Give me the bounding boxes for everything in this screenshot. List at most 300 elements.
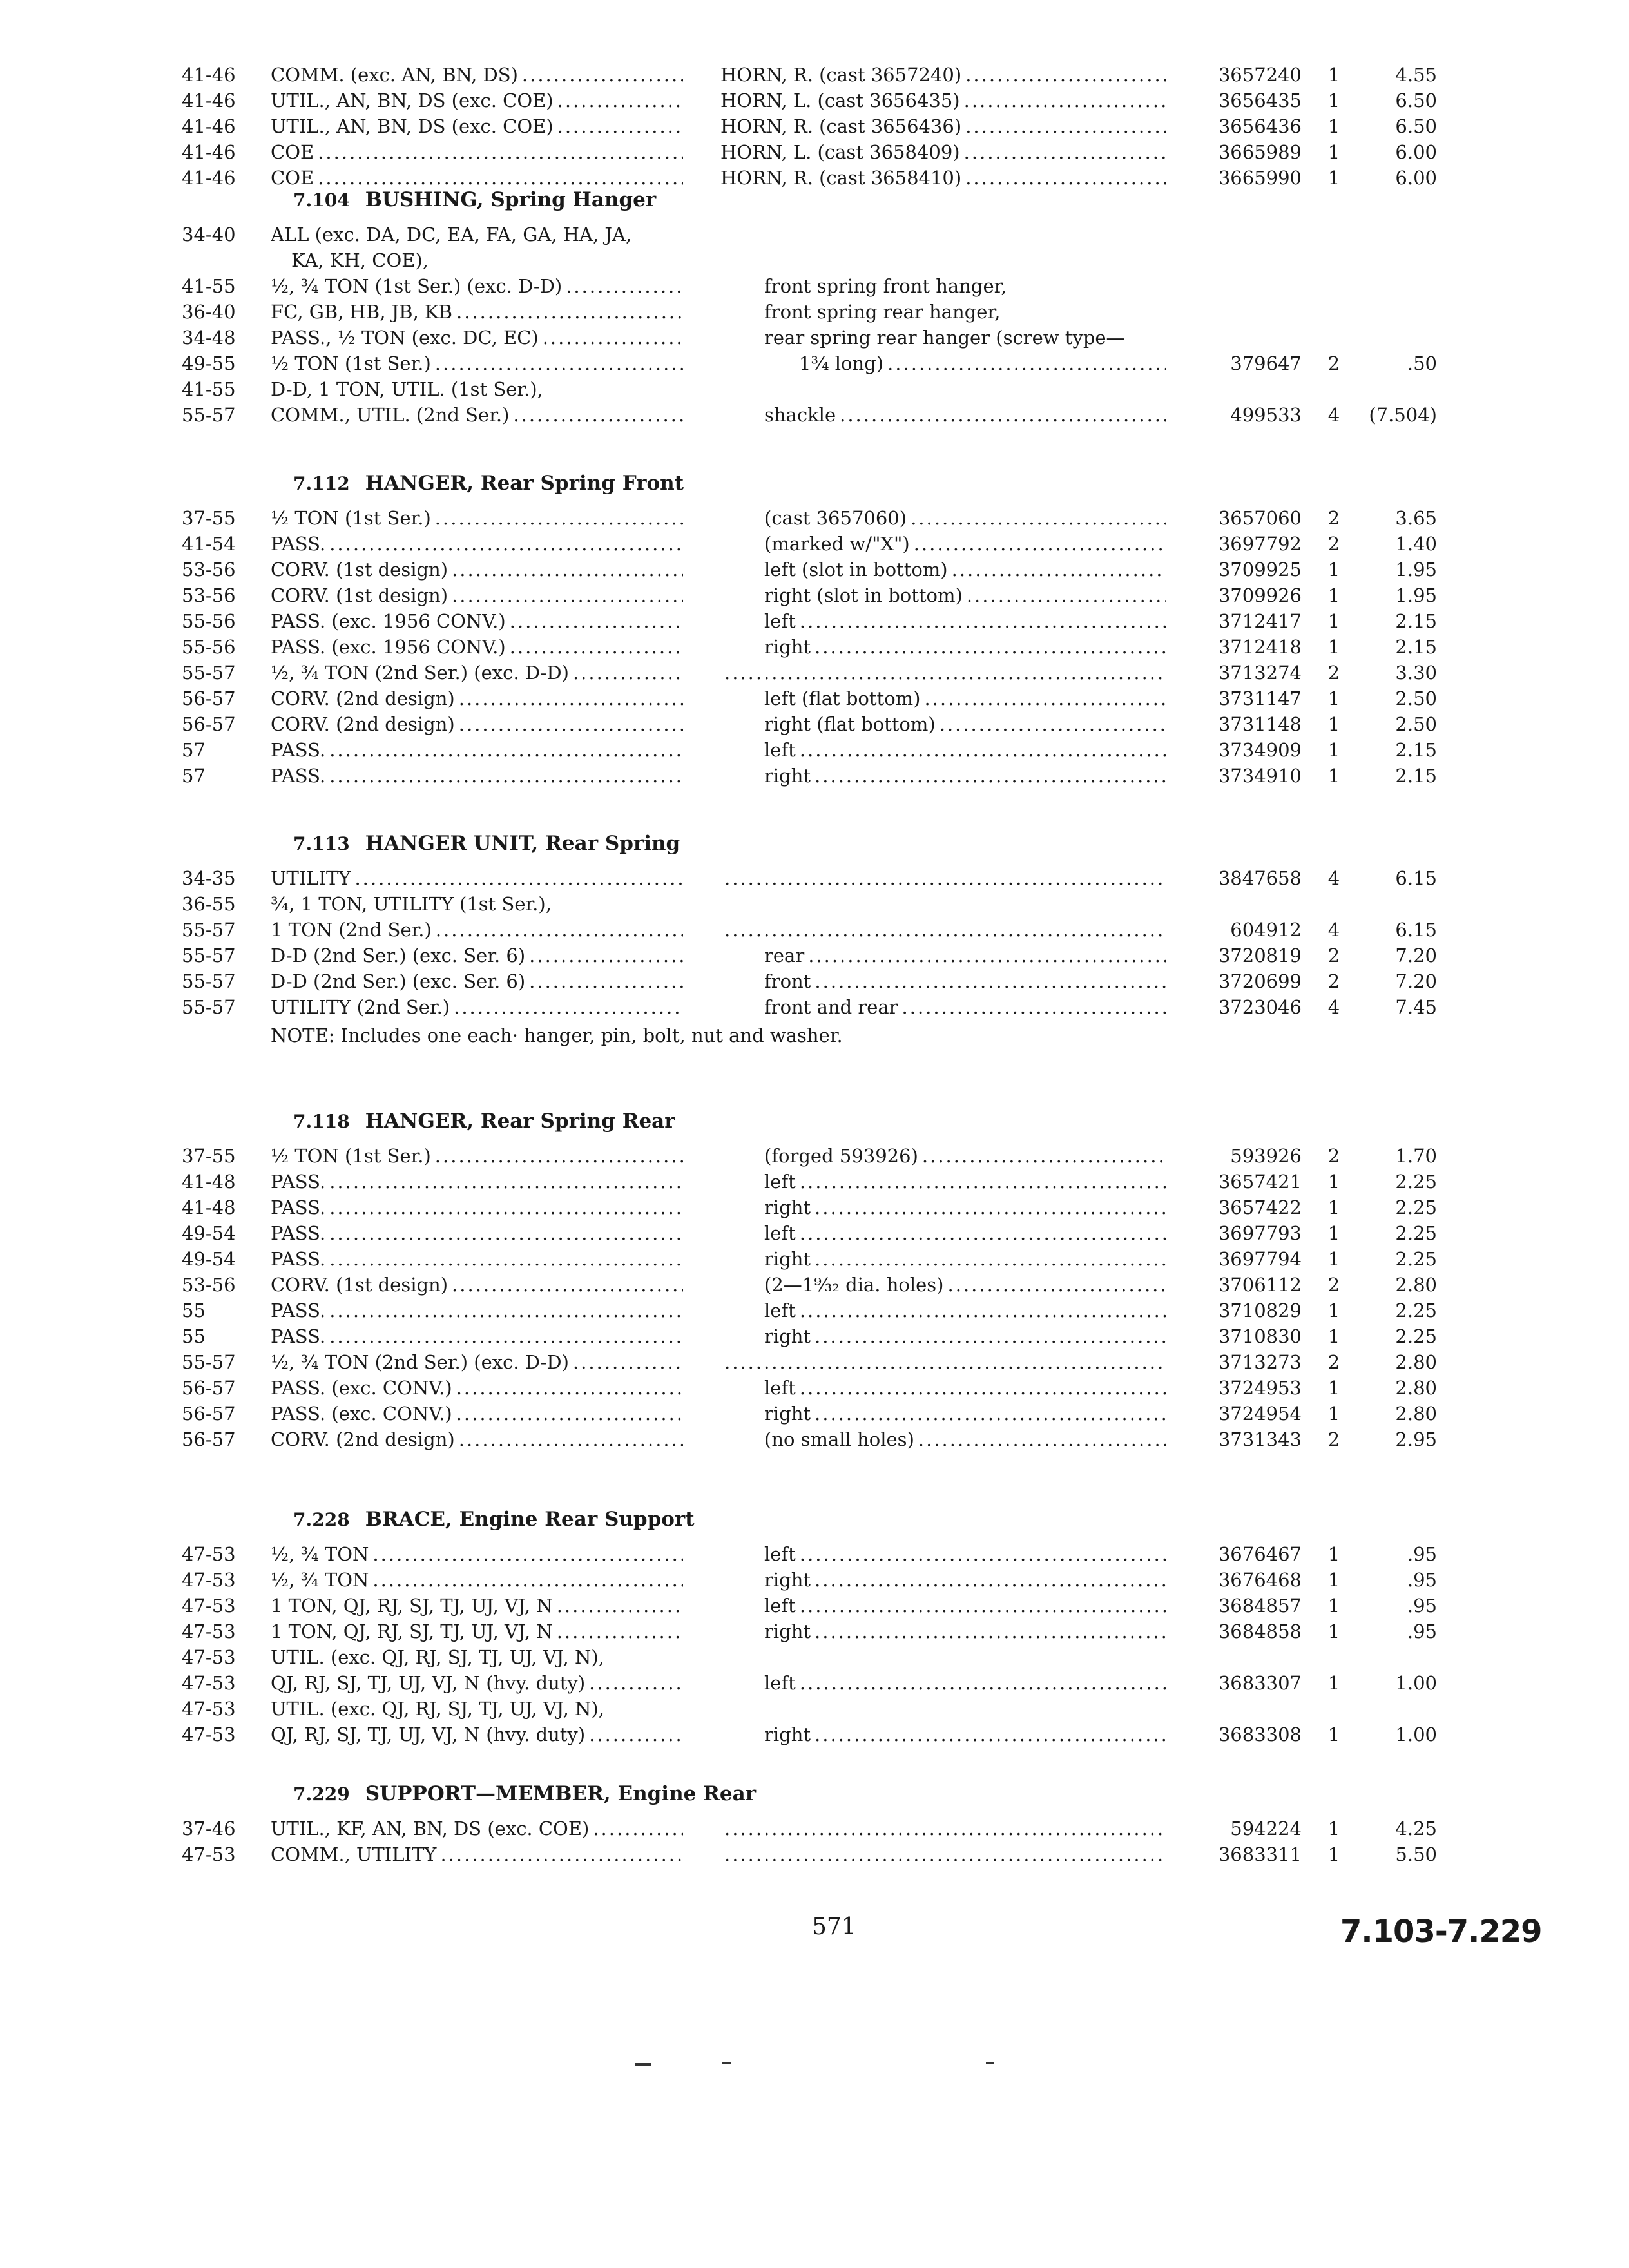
model-description <box>271 582 683 608</box>
quantity: 1 <box>1327 1325 1340 1347</box>
year-range <box>182 247 265 273</box>
part-detail-text: right <box>764 1569 811 1591</box>
price: 2.80 <box>1395 1403 1437 1425</box>
quantity: 1 <box>1327 1724 1340 1745</box>
section-heading <box>293 829 680 858</box>
part-detail <box>764 634 1166 660</box>
model-description-text: COE <box>271 167 314 189</box>
year-range: 47-53 <box>182 1595 236 1617</box>
model-description-text: CORV. (2nd design) <box>271 713 455 735</box>
quantity: 1 <box>1327 1543 1340 1565</box>
model-description-text: ½, ¾ TON (1st Ser.) (exc. D-D) <box>271 275 563 297</box>
model-description <box>271 1195 683 1220</box>
dot-leader <box>325 1195 683 1220</box>
part-detail <box>764 1246 1166 1272</box>
year-range: 41-46 <box>182 141 236 163</box>
year-range: 53-56 <box>182 559 236 581</box>
part-detail <box>764 1722 1166 1747</box>
part-detail <box>764 608 1166 634</box>
part-detail <box>764 1272 1166 1298</box>
part-detail-text: right <box>764 1403 811 1425</box>
table-row <box>0 1644 1629 1670</box>
dot-leader <box>554 88 683 113</box>
dot-leader <box>811 1567 1166 1593</box>
part-detail <box>764 299 1166 325</box>
part-number: 3657421 <box>1218 1171 1302 1193</box>
model-description <box>271 1220 683 1246</box>
model-description <box>271 88 683 113</box>
model-description-text: CORV. (1st design) <box>271 584 448 606</box>
part-detail-text: right (flat bottom) <box>764 713 936 735</box>
dot-leader <box>963 582 1166 608</box>
dot-leader <box>325 763 683 789</box>
dot-leader <box>431 1143 683 1169</box>
year-range: 56-57 <box>182 1403 236 1425</box>
year-range: 36-40 <box>182 301 236 323</box>
year-range: 41-48 <box>182 1171 236 1193</box>
dot-leader <box>960 88 1166 113</box>
model-description-text: PASS. <box>271 533 326 555</box>
dot-leader <box>553 1593 683 1619</box>
part-detail-text: (cast 3657060) <box>764 507 907 529</box>
model-description <box>271 1670 683 1696</box>
part-number: 593926 <box>1230 1145 1302 1167</box>
model-description-text: PASS. <box>271 765 326 787</box>
year-range: 56-57 <box>182 713 236 735</box>
price: .95 <box>1407 1620 1437 1642</box>
quantity: 1 <box>1327 1300 1340 1321</box>
model-description-text: ½ TON (1st Ser.) <box>271 507 431 529</box>
part-detail-text: (2—1⁹⁄₃₂ dia. holes) <box>764 1274 944 1296</box>
model-description <box>271 351 683 376</box>
part-detail-text: front spring front hanger, <box>764 275 1007 297</box>
part-detail <box>764 325 1166 351</box>
dot-leader <box>720 1841 1166 1867</box>
part-detail <box>720 865 1166 891</box>
part-detail-text: rear spring rear hanger (screw type— <box>764 327 1125 349</box>
part-detail-text: left <box>764 1222 796 1244</box>
table-row <box>0 62 1629 88</box>
model-description-text: ¾, 1 TON, UTILITY (1st Ser.), <box>271 893 552 915</box>
part-detail <box>764 1567 1166 1593</box>
part-detail <box>764 505 1166 531</box>
year-range: 53-56 <box>182 584 236 606</box>
dot-leader <box>948 557 1166 582</box>
model-description <box>271 737 683 763</box>
model-description <box>271 1722 683 1747</box>
part-detail <box>720 165 1166 191</box>
dot-leader <box>961 165 1166 191</box>
part-detail-text: (no small holes) <box>764 1428 914 1450</box>
table-row <box>0 1401 1629 1427</box>
price: 6.50 <box>1395 90 1437 111</box>
dot-leader <box>506 608 683 634</box>
quantity: 1 <box>1327 1672 1340 1694</box>
table-row <box>0 1375 1629 1401</box>
model-description-text: PASS., ½ TON (exc. DC, EC) <box>271 327 539 349</box>
quantity: 1 <box>1327 1620 1340 1642</box>
model-description <box>271 865 683 891</box>
part-number: 3734910 <box>1218 765 1302 787</box>
year-range: 41-46 <box>182 167 236 189</box>
year-range: 34-40 <box>182 224 236 245</box>
model-description <box>271 557 683 582</box>
part-number: 3734909 <box>1218 739 1302 761</box>
model-description <box>271 376 683 402</box>
part-detail <box>764 402 1166 428</box>
model-description-text: UTILITY (2nd Ser.) <box>271 996 450 1018</box>
quantity: 1 <box>1327 1171 1340 1193</box>
year-range: 41-46 <box>182 64 236 86</box>
dot-leader <box>796 1298 1166 1323</box>
table-row <box>0 113 1629 139</box>
model-description <box>271 1246 683 1272</box>
dot-leader <box>811 763 1166 789</box>
model-description <box>271 994 683 1020</box>
model-description-text: CORV. (1st design) <box>271 1274 448 1296</box>
price: .95 <box>1407 1543 1437 1565</box>
part-detail-text: left <box>764 1543 796 1565</box>
quantity: 1 <box>1327 141 1340 163</box>
model-description-text: ½, ¾ TON (2nd Ser.) (exc. D-D) <box>271 662 569 684</box>
part-number: 3731343 <box>1218 1428 1302 1450</box>
section-number: 7.104 <box>293 189 350 211</box>
table-row <box>0 222 1629 247</box>
model-description <box>271 1567 683 1593</box>
year-range: 57 <box>182 739 206 761</box>
dot-leader <box>325 1246 683 1272</box>
model-description <box>271 1841 683 1867</box>
model-description-text: COE <box>271 141 314 163</box>
model-description-text: 1 TON, QJ, RJ, SJ, TJ, UJ, VJ, N <box>271 1595 553 1617</box>
model-description-text: CORV. (1st design) <box>271 559 448 581</box>
part-detail <box>764 531 1166 557</box>
table-row <box>0 1670 1629 1696</box>
dot-leader <box>811 1722 1166 1747</box>
dot-leader <box>796 1541 1166 1567</box>
table-row <box>0 402 1629 428</box>
price: 2.25 <box>1395 1248 1437 1270</box>
model-description <box>271 62 683 88</box>
part-number: 379647 <box>1230 352 1302 374</box>
model-description-text: UTIL., KF, AN, BN, DS (exc. COE) <box>271 1818 590 1840</box>
part-detail <box>764 1427 1166 1452</box>
part-number: 3712417 <box>1218 610 1302 632</box>
dot-leader <box>432 917 683 943</box>
part-number: 3697794 <box>1218 1248 1302 1270</box>
part-number: 3731147 <box>1218 687 1302 709</box>
section-number: 7.118 <box>293 1111 350 1132</box>
quantity: 1 <box>1327 1222 1340 1244</box>
part-detail <box>764 1195 1166 1220</box>
model-description <box>271 1272 683 1298</box>
part-number: 3710830 <box>1218 1325 1302 1347</box>
table-row <box>0 1541 1629 1567</box>
year-range: 47-53 <box>182 1843 236 1865</box>
dot-leader <box>720 1816 1166 1841</box>
year-range: 47-53 <box>182 1543 236 1565</box>
part-detail <box>764 1619 1166 1644</box>
price: 6.15 <box>1395 867 1437 889</box>
table-row <box>0 1816 1629 1841</box>
part-detail <box>764 686 1166 711</box>
part-detail-text: HORN, L. (cast 3656435) <box>720 90 960 111</box>
model-description-text: 1 TON (2nd Ser.) <box>271 919 432 941</box>
part-number: 3712418 <box>1218 636 1302 658</box>
price: 1.70 <box>1395 1145 1437 1167</box>
dot-leader <box>569 660 683 686</box>
model-description-text: QJ, RJ, SJ, TJ, UJ, VJ, N (hvy. duty) <box>271 1672 586 1694</box>
part-detail <box>764 1541 1166 1567</box>
dot-leader <box>811 1401 1166 1427</box>
year-range: 47-53 <box>182 1569 236 1591</box>
year-range: 41-46 <box>182 115 236 137</box>
table-row <box>0 865 1629 891</box>
quantity: 1 <box>1327 1843 1340 1865</box>
table-row <box>0 1195 1629 1220</box>
model-description <box>271 247 704 273</box>
table-row <box>0 1349 1629 1375</box>
quantity: 1 <box>1327 610 1340 632</box>
price: 7.45 <box>1395 996 1437 1018</box>
table-row <box>0 299 1629 325</box>
quantity: 1 <box>1327 739 1340 761</box>
price: 6.00 <box>1395 141 1437 163</box>
dot-leader <box>325 1169 683 1195</box>
model-description-text: UTIL., AN, BN, DS (exc. COE) <box>271 115 554 137</box>
price: 3.65 <box>1395 507 1437 529</box>
price: 4.25 <box>1395 1818 1437 1840</box>
part-detail-text: front <box>764 970 811 992</box>
part-number: 3683311 <box>1218 1843 1302 1865</box>
part-number: 3713274 <box>1218 662 1302 684</box>
year-range: 41-55 <box>182 275 236 297</box>
quantity: 2 <box>1327 1351 1340 1373</box>
dot-leader <box>720 660 1166 686</box>
year-range: 49-55 <box>182 352 236 374</box>
table-row <box>0 1567 1629 1593</box>
part-detail <box>720 1349 1166 1375</box>
table-row <box>0 1246 1629 1272</box>
quantity: 2 <box>1327 507 1340 529</box>
year-range: 34-35 <box>182 867 236 889</box>
part-detail-text: left <box>764 1171 796 1193</box>
part-number: 3709925 <box>1218 559 1302 581</box>
model-description-text: PASS. (exc. CONV.) <box>271 1377 452 1399</box>
model-description <box>271 1298 683 1323</box>
part-number: 499533 <box>1230 404 1302 426</box>
part-number: 3710829 <box>1218 1300 1302 1321</box>
price: 2.15 <box>1395 636 1437 658</box>
part-number: 3724954 <box>1218 1403 1302 1425</box>
table-row <box>0 165 1629 191</box>
section-heading <box>293 186 656 214</box>
dot-leader <box>907 505 1166 531</box>
year-range: 41-48 <box>182 1196 236 1218</box>
model-description <box>271 325 683 351</box>
dot-leader <box>448 582 683 608</box>
table-row <box>0 1272 1629 1298</box>
model-description-text: D-D (2nd Ser.) (exc. Ser. 6) <box>271 945 526 966</box>
section-number: 7.229 <box>293 1783 350 1805</box>
quantity: 2 <box>1327 945 1340 966</box>
quantity: 4 <box>1327 404 1340 426</box>
part-detail-text: left <box>764 1595 796 1617</box>
table-row <box>0 531 1629 557</box>
year-range: 41-46 <box>182 90 236 111</box>
year-range: 55-56 <box>182 610 236 632</box>
dot-leader <box>455 686 683 711</box>
year-range: 37-55 <box>182 1145 236 1167</box>
section-title: SUPPORT—MEMBER, Engine Rear <box>365 1782 757 1805</box>
model-description <box>271 608 683 634</box>
model-description <box>271 222 683 247</box>
part-detail <box>720 139 1166 165</box>
model-description-text: UTIL. (exc. QJ, RJ, SJ, TJ, UJ, VJ, N), <box>271 1646 604 1668</box>
section-number: 7.113 <box>293 833 350 854</box>
part-detail <box>764 557 1166 582</box>
model-description-text: ½ TON (1st Ser.) <box>271 352 431 374</box>
price: 2.25 <box>1395 1300 1437 1321</box>
section-heading <box>293 1107 675 1135</box>
dot-leader <box>960 139 1166 165</box>
part-detail-text: front spring rear hanger, <box>764 301 1001 323</box>
section-heading <box>293 1505 695 1533</box>
model-description <box>271 402 683 428</box>
quantity: 2 <box>1327 1274 1340 1296</box>
year-range: 36-55 <box>182 893 236 915</box>
year-range: 37-46 <box>182 1818 236 1840</box>
table-row <box>0 634 1629 660</box>
part-number: 3723046 <box>1218 996 1302 1018</box>
quantity: 4 <box>1327 867 1340 889</box>
model-description-text: PASS. (exc. CONV.) <box>271 1403 452 1425</box>
price: 2.15 <box>1395 610 1437 632</box>
price: 2.25 <box>1395 1325 1437 1347</box>
quantity: 2 <box>1327 1428 1340 1450</box>
year-range: 56-57 <box>182 1377 236 1399</box>
dot-leader <box>325 737 683 763</box>
model-description <box>271 1349 683 1375</box>
table-row <box>0 660 1629 686</box>
price: .95 <box>1407 1595 1437 1617</box>
part-detail <box>764 737 1166 763</box>
part-detail <box>720 88 1166 113</box>
section-number: 7.228 <box>293 1509 350 1530</box>
table-row <box>0 943 1629 968</box>
table-row <box>0 247 1629 273</box>
section-title: HANGER, Rear Spring Front <box>365 472 684 495</box>
year-range: 41-55 <box>182 378 236 400</box>
dot-leader <box>369 1567 683 1593</box>
part-detail-text: right <box>764 1196 811 1218</box>
part-number: 3684857 <box>1218 1595 1302 1617</box>
price: 6.15 <box>1395 919 1437 941</box>
dot-leader <box>796 608 1166 634</box>
dot-leader <box>452 1401 683 1427</box>
dot-leader <box>525 968 683 994</box>
price: 2.80 <box>1395 1351 1437 1373</box>
year-range: 55-57 <box>182 662 236 684</box>
model-description-text: PASS. <box>271 1300 326 1321</box>
year-range: 56-57 <box>182 1428 236 1450</box>
table-row <box>0 711 1629 737</box>
price: 1.00 <box>1395 1672 1437 1694</box>
table-row <box>0 139 1629 165</box>
dot-leader <box>914 1427 1166 1452</box>
dot-leader <box>811 1619 1166 1644</box>
part-detail-text: left <box>764 1672 796 1694</box>
scan-mark <box>722 2062 731 2064</box>
part-number: 3657422 <box>1218 1196 1302 1218</box>
part-number: 3676467 <box>1218 1543 1302 1565</box>
dot-leader <box>431 505 683 531</box>
part-detail-text: front and rear <box>764 996 898 1018</box>
model-description <box>271 891 683 917</box>
year-range: 34-48 <box>182 327 236 349</box>
year-range: 55-57 <box>182 919 236 941</box>
table-row <box>0 686 1629 711</box>
price: 1.00 <box>1395 1724 1437 1745</box>
part-detail <box>764 968 1166 994</box>
price: 2.25 <box>1395 1196 1437 1218</box>
section-title: HANGER UNIT, Rear Spring <box>365 832 680 855</box>
part-detail-text: right <box>764 636 811 658</box>
dot-leader <box>436 1841 683 1867</box>
year-range: 56-57 <box>182 687 236 709</box>
model-description <box>271 1401 683 1427</box>
quantity: 2 <box>1327 352 1340 374</box>
year-range: 55 <box>182 1325 206 1347</box>
quantity: 2 <box>1327 1145 1340 1167</box>
table-row <box>0 1427 1629 1452</box>
dot-leader <box>796 1593 1166 1619</box>
table-row <box>0 273 1629 299</box>
model-description-text: ½, ¾ TON <box>271 1543 369 1565</box>
dot-leader <box>585 1722 683 1747</box>
model-description-text: PASS. <box>271 1325 326 1347</box>
year-range: 47-53 <box>182 1698 236 1720</box>
model-description-text: 1 TON, QJ, RJ, SJ, TJ, UJ, VJ, N <box>271 1620 553 1642</box>
model-description <box>271 711 683 737</box>
section-number: 7.112 <box>293 473 350 494</box>
dot-leader <box>452 299 683 325</box>
price: .50 <box>1407 352 1437 374</box>
price: 6.00 <box>1395 167 1437 189</box>
model-description-text: ½ TON (1st Ser.) <box>271 1145 431 1167</box>
price: 2.50 <box>1395 713 1437 735</box>
part-number: 3656436 <box>1218 115 1302 137</box>
quantity: 1 <box>1327 559 1340 581</box>
part-detail <box>720 1841 1166 1867</box>
part-number: 3657060 <box>1218 507 1302 529</box>
part-detail-text: left (flat bottom) <box>764 687 921 709</box>
table-row <box>0 917 1629 943</box>
part-detail <box>764 1169 1166 1195</box>
part-number: 3676468 <box>1218 1569 1302 1591</box>
model-description <box>271 505 683 531</box>
table-row <box>0 1323 1629 1349</box>
price: 5.50 <box>1395 1843 1437 1865</box>
price: 2.80 <box>1395 1377 1437 1399</box>
part-detail <box>764 994 1166 1020</box>
price: 1.95 <box>1395 584 1437 606</box>
dot-leader <box>325 1220 683 1246</box>
table-row <box>0 763 1629 789</box>
part-detail-text: 1¾ long) <box>799 352 884 374</box>
dot-leader <box>944 1272 1167 1298</box>
model-description-text: UTILITY <box>271 867 351 889</box>
